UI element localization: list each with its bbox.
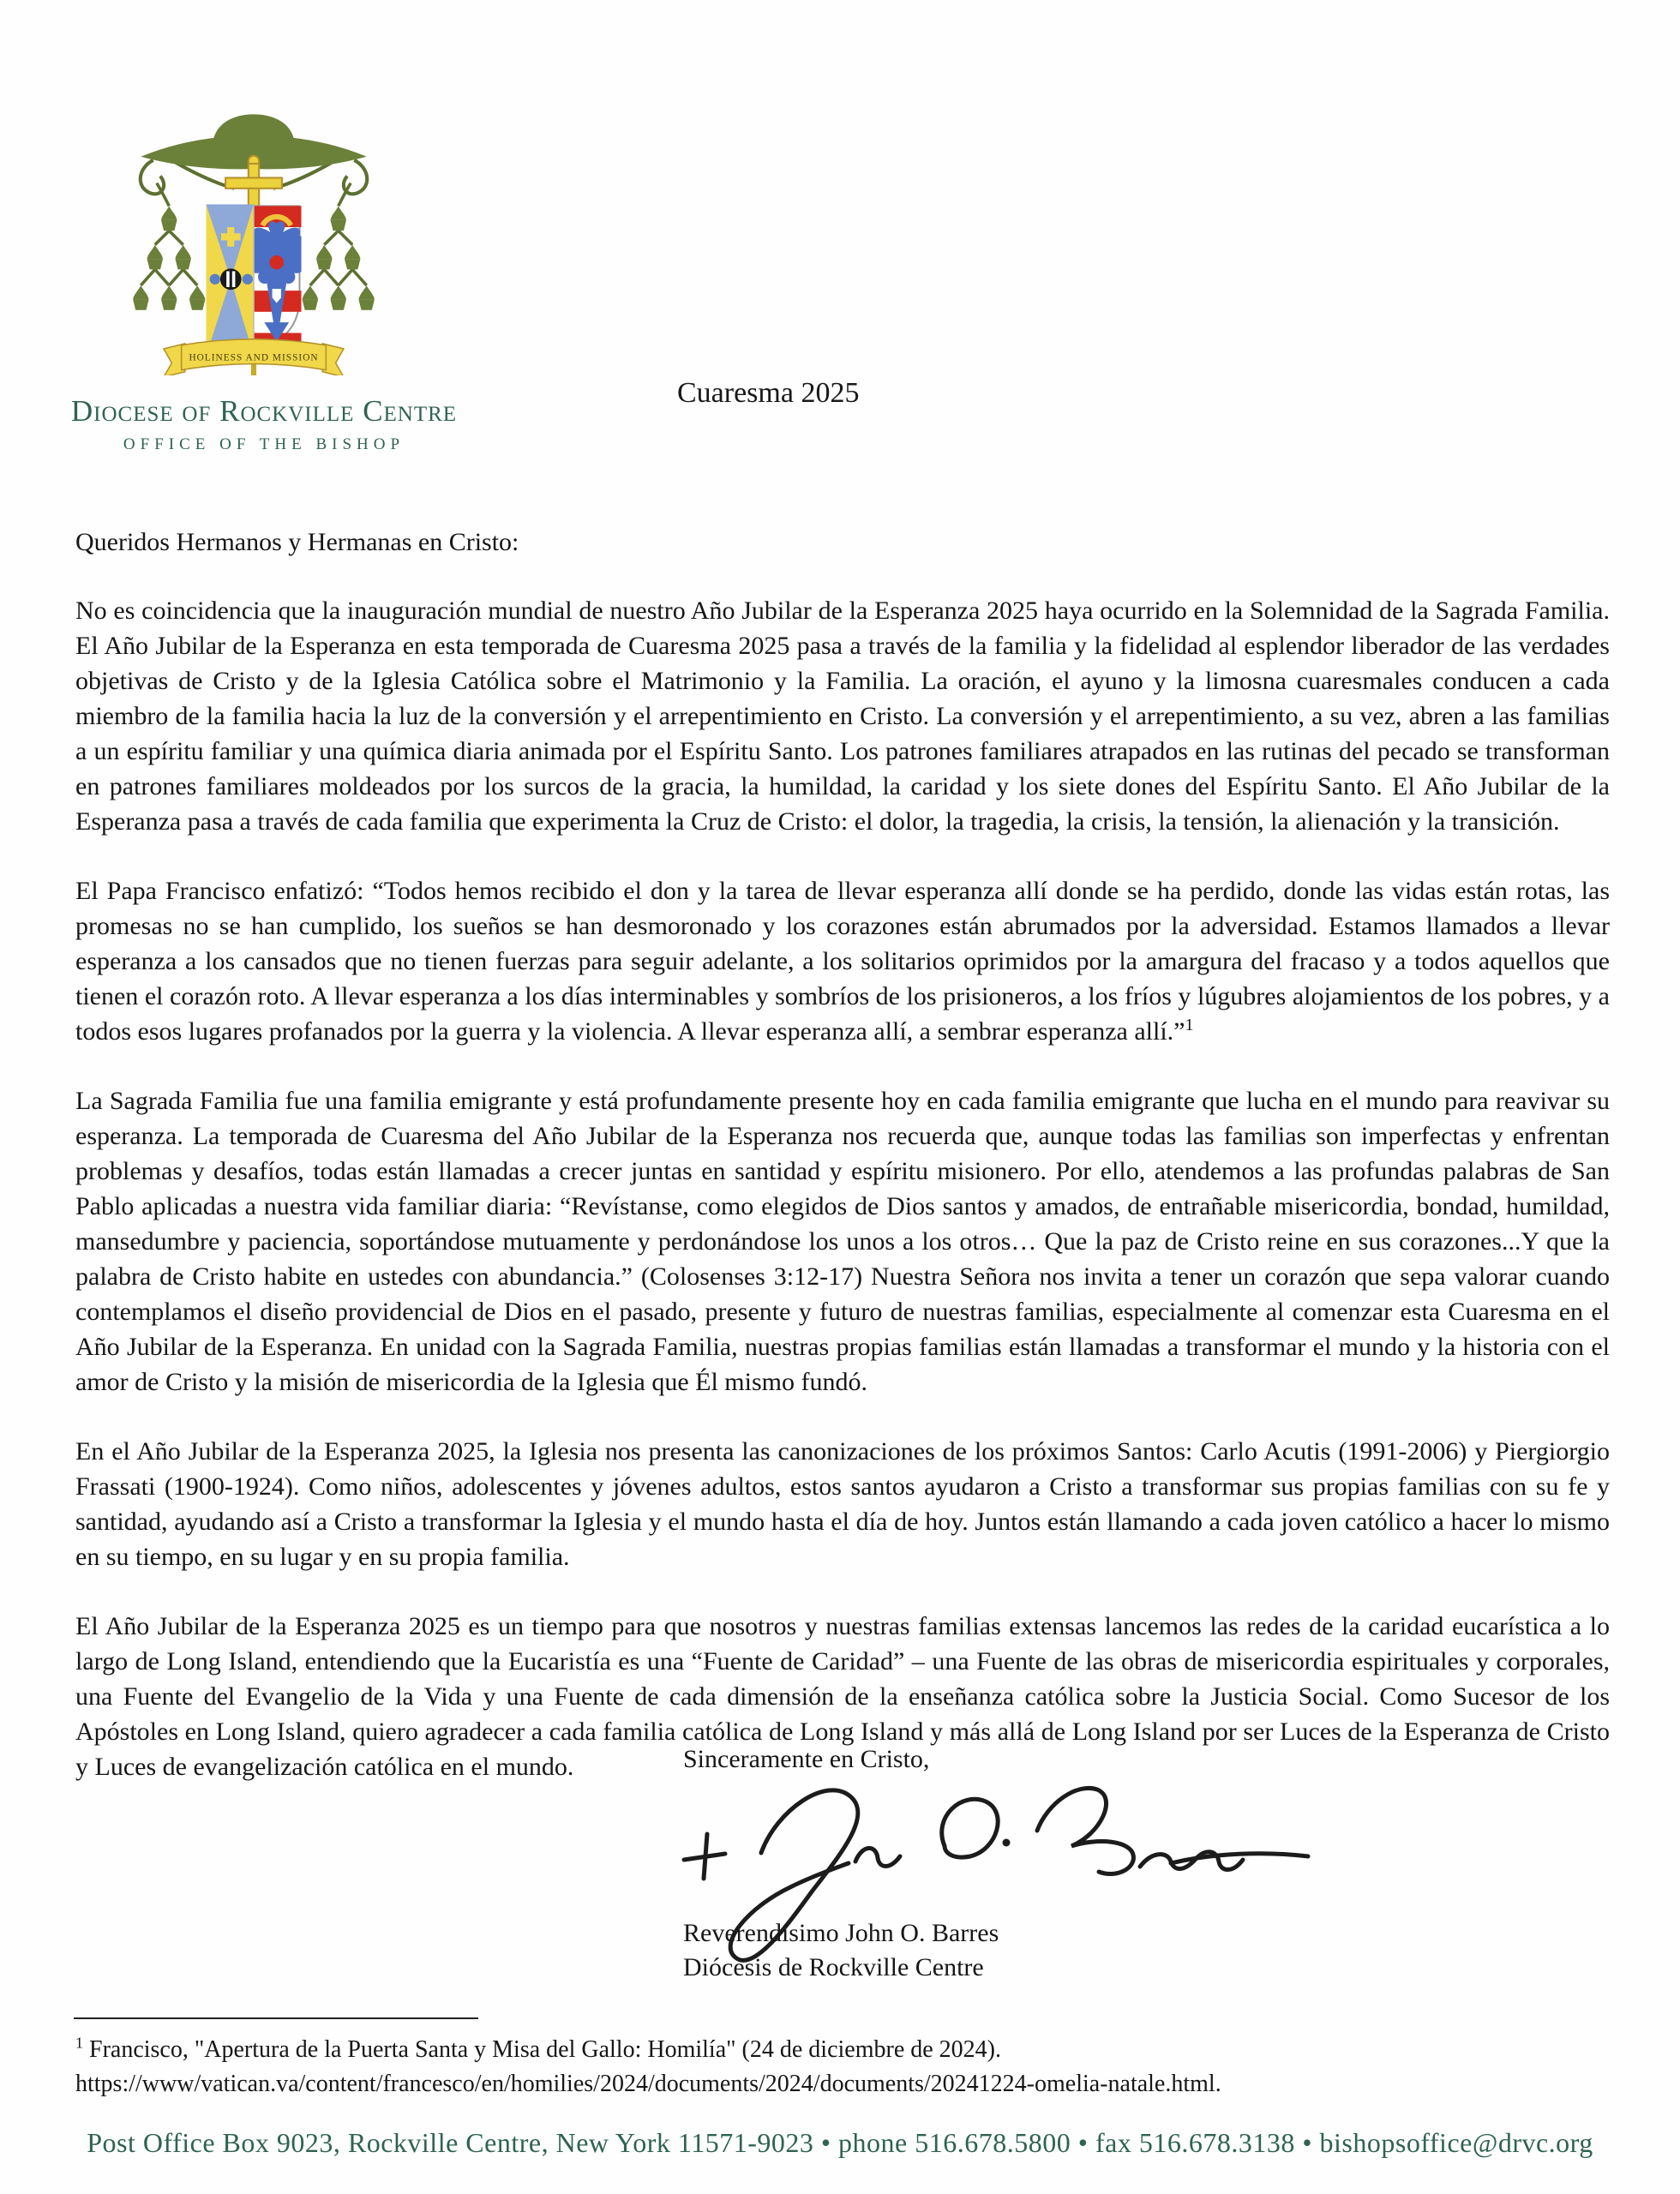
footnote-citation: $^1$ Francisco, "Apertura de la Puerta Santa y Misa del Gallo: Homilía" (24 de diciembre de 2024). [75,2034,1001,2063]
shield-icon [206,204,307,356]
footer-contact-line: Post Office Box 9023, Rockville Centre, New York 11571-9023 • phone 516.678.5800 • fax 516.678.3138 • bishopsoffice@drvc.org [87,2127,1593,2158]
letterhead [41,394,487,454]
letter-paragraph-3: La Sagrada Familia fue una familia emigrante y está profundamente presente hoy en cada familia emigrante que lucha en el mundo para reavivar su esperanza. La temporada de Cuaresma del Año Jubilar de la Esperanza nos recuerda que, aunque todas las familias son imperfectas y enfrentan problemas y desafíos, todas están llamadas a crecer juntas en santidad y espíritu misionero. Por ello, atendemos a las profundas palabras de San Pablo aplicadas a nuestra vida familiar diaria: “Revístanse, como elegidos de Dios santos y amados, de entrañable misericordia, bondad, humildad, mansedumbre y paciencia, soportándose mutuamente y perdonándose los unos a los otros… Que la paz de Cristo reine en sus corazones...Y que la palabra de Cristo habite en ustedes con abundancia.” (Colosenses 3:12-17) Nuestra Señora nos invita a tener un corazón que sepa valorar cuando contemplamos el diseño providencial de Dios en el pasado, presente y futuro de nuestras familias, especialmente al comenzar esta Cuaresma en el Año Jubilar de la Esperanza. En unidad con la Sagrada Familia, nuestras propias familias están llamadas a transformar el mundo y la historia con el amor de Cristo y la misión de misericordia de la Iglesia que Él mismo fundó. [75,1087,1610,1396]
footnote-separator [74,2017,478,2019]
crest-motto-text: HOLINESS AND MISSION [189,352,319,363]
footnote-url: https://www/vatican.va/content/francesco/en/homilies/2024/documents/2024/documents/20241224-omelia-natale.html. [75,2071,1221,2097]
letter-subject-line: Cuaresma 2025 [677,377,860,409]
letter-body [75,525,1610,1819]
footnote [75,2033,1533,2101]
signature-block [683,1916,999,1985]
signer-name: Reverendísimo John O. Barres [683,1919,999,1947]
closing-line: Sinceramente en Cristo, [683,1745,930,1773]
org-office: OFFICE OF THE BISHOP [123,435,405,453]
signer-organization: Diócesis de Rockville Centre [683,1953,984,1981]
tassels-right [303,183,375,310]
org-name: Diocese of Rockville Centre [70,394,458,428]
bishop-coat-of-arms [130,75,377,375]
tassels-left [133,183,205,310]
footnote-marker: 1 [75,2034,83,2052]
letter-paragraph-4: En el Año Jubilar de la Esperanza 2025, la Iglesia nos presenta las canonizaciones de los próximos Santos: Carlo Acutis (1991-2006) y Piergiorgio Frassati (1900-1924). Como niños, adolescentes y jóvenes adultos, estos santos ayudaron a Cristo a transformar sus propias familias con su fe y santidad, ayudando así a Cristo a transformar la Iglesia y el mundo hasta el día de hoy. Juntos están llamando a cada joven católico a hacer lo mismo en su tiempo, en su lugar y en su propia familia. [75,1437,1610,1571]
letter-paragraph-2: El Papa Francisco enfatizó: “Todos hemos recibido el don y la tarea de llevar esperanza allí donde se ha perdido, donde las vidas están rotas, las promesas no se han cumplido, los sueños se han desmoronado y los corazones están abrumados por la adversidad. Estamos llamados a llevar esperanza a los cansados que no tienen fuerzas para seguir adelante, a los solitarios oprimidos por la amargura del fracaso y a todos aquellos que tienen el corazón roto. A llevar esperanza a los días interminables y sombríos de los prisioneros, a los fríos y lúgubres alojamientos de los pobres, y a todos esos lugares profanados por la guerra y la violencia. A llevar esperanza allí, a sembrar esperanza allí.”$^1$ [75,877,1610,1046]
salutation: Queridos Hermanos y Hermanas en Cristo: [75,528,519,556]
footnote-reference: 1 [1185,1016,1194,1034]
letter-paragraph-1: No es coincidencia que la inauguración mundial de nuestro Año Jubilar de la Esperanza 2025 haya ocurrido en la Solemnidad de la Sagrada Familia. El Año Jubilar de la Esperanza en esta temporada de Cuaresma 2025 pasa a través de la familia y la fidelidad al esplendor liberador de las verdades objetivas de Cristo y de la Iglesia Católica sobre el Matrimonio y la Familia. La oración, el ayuno y la limosna cuaresmales conducen a cada miembro de la familia hacia la luz de la conversión y el arrepentimiento en Cristo. La conversión y el arrepentimiento, a su vez, abren a las familias a un espíritu familiar y una química diaria animada por el Espíritu Santo. Los patrones familiares atrapados en las rutinas del pecado se transforman en patrones familiares moldeados por los surcos de la gracia, la humildad, la caridad y los siete dones del Espíritu Santo. El Año Jubilar de la Esperanza pasa a través de cada familia que experimenta la Cruz de Cristo: el dolor, la tragedia, la crisis, la tensión, la alienación y la transición. [75,596,1610,836]
letter-paragraph-5: El Año Jubilar de la Esperanza 2025 es un tiempo para que nosotros y nuestras familias extensas lancemos las redes de la caridad eucarística a lo largo de Long Island, entendiendo que la Eucaristía es una “Fuente de Caridad” – una Fuente de las obras de misericordia espirituales y corporales, una Fuente del Evangelio de la Vida y una Fuente de cada dimensión de la enseñanza católica sobre la Justicia Social. Como Sucesor de los Apóstoles en Long Island, quiero agradecer a cada familia católica de Long Island y más allá de Long Island por ser Luces de la Esperanza de Cristo y Luces de evangelización católica en el mundo. [75,1612,1610,1781]
